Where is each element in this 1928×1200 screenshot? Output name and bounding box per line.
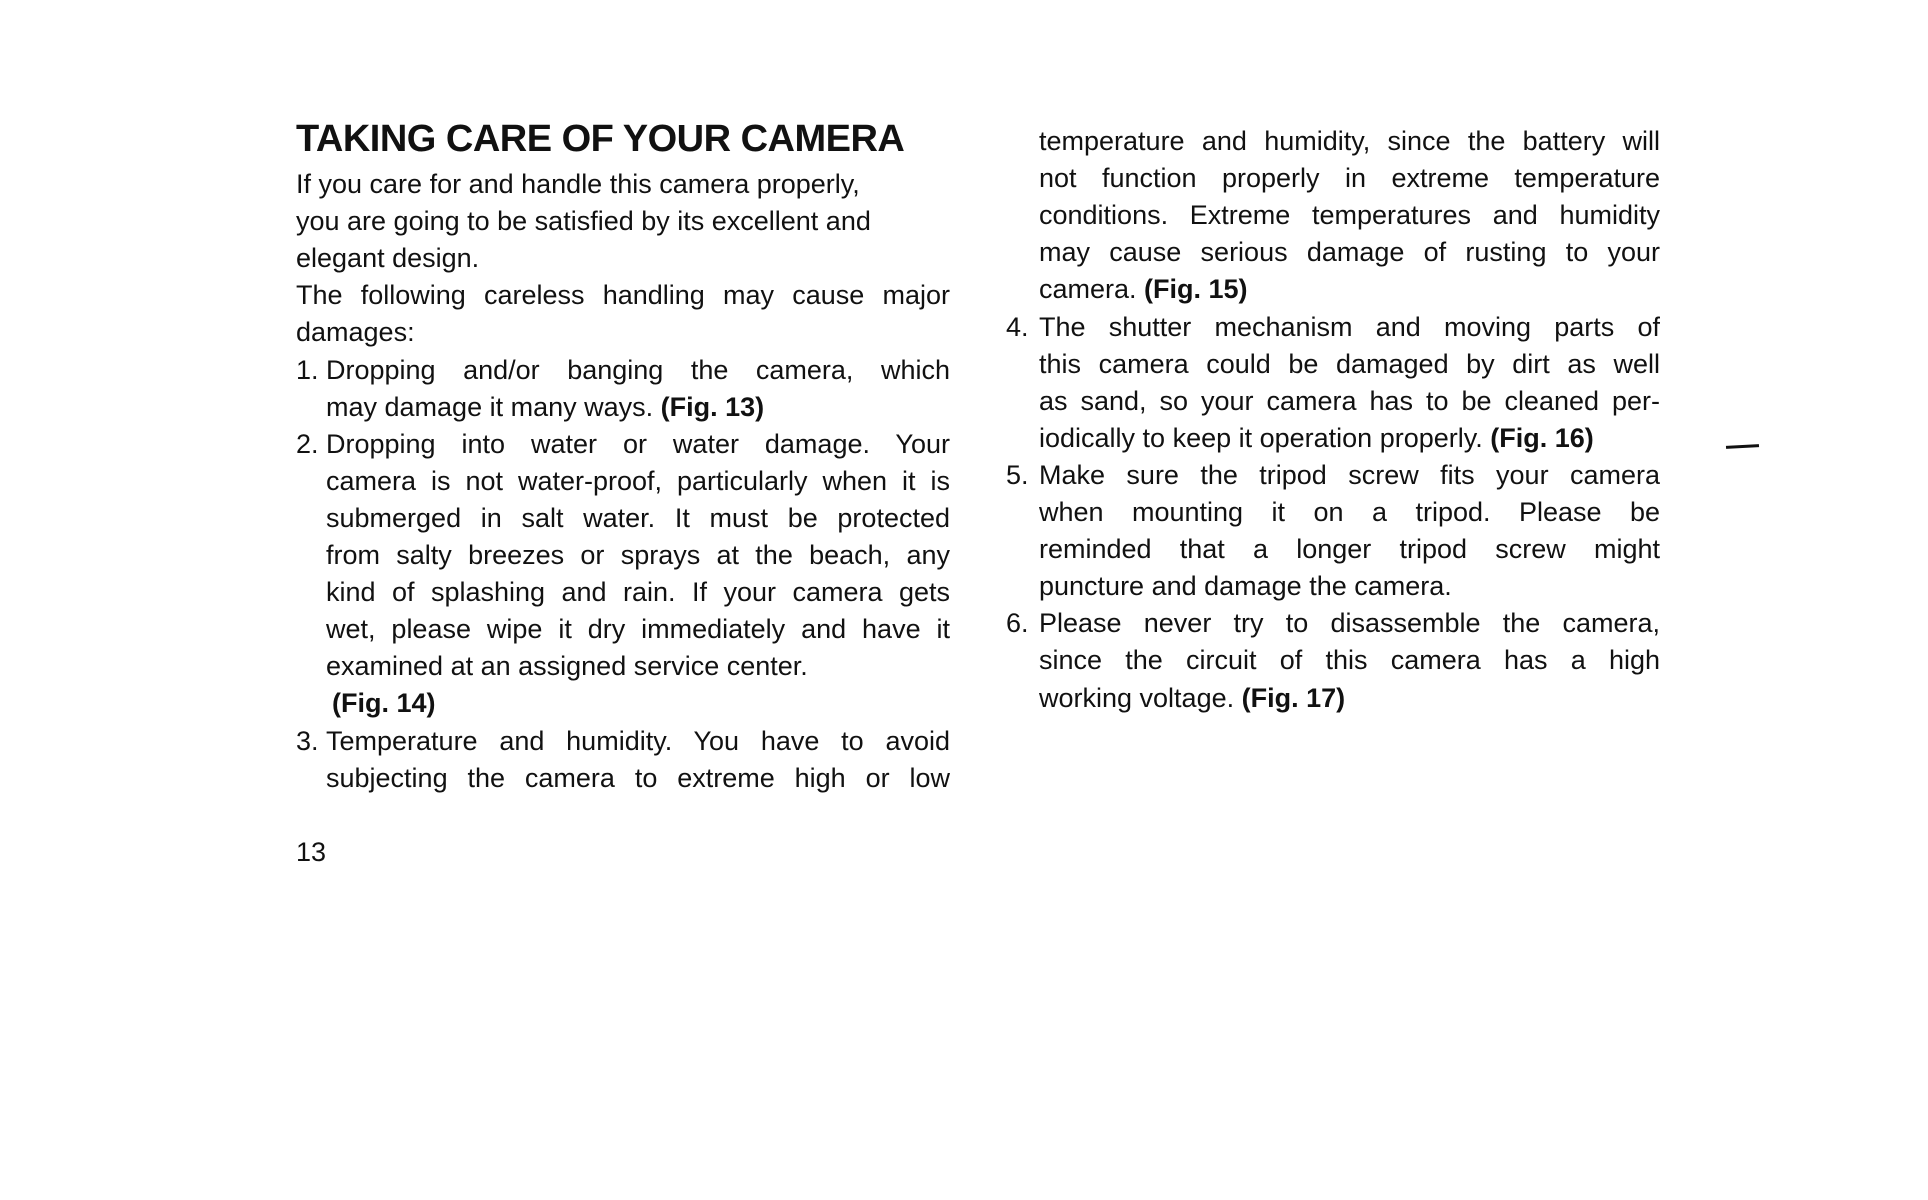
- line-text: may cause serious damage of rusting to your: [1039, 237, 1660, 268]
- text-line: [1039, 234, 1660, 271]
- line-text: damages:: [296, 317, 415, 348]
- line-text: temperature and humidity, since the battery will: [1039, 126, 1660, 156]
- line-text: you are going to be satisfied by its excellent and: [296, 206, 871, 237]
- text-line: [1039, 309, 1660, 346]
- text-line: [326, 760, 950, 797]
- figure-reference: (Fig. 13): [660, 391, 765, 422]
- text-line: [332, 685, 436, 722]
- text-line: [326, 352, 950, 389]
- line-text: from salty breezes or sprays at the beach, any: [326, 540, 950, 570]
- text-line: [326, 500, 950, 537]
- text-line: [1039, 568, 1452, 605]
- page-title: TAKING CARE OF YOUR CAMERA: [296, 118, 905, 160]
- list-number: 5.: [1006, 459, 1029, 490]
- text-line: [1039, 271, 1248, 308]
- text-line: [326, 611, 950, 648]
- line-text: working voltage.: [1039, 682, 1242, 713]
- text-line: [296, 166, 860, 203]
- line-text: kind of splashing and rain. If your camera gets: [326, 577, 950, 608]
- line-text: elegant design.: [296, 243, 480, 274]
- line-text: when mounting it on a tripod. Please be: [1039, 497, 1660, 527]
- text-line: [1039, 680, 1345, 717]
- list-number: 6.: [1006, 608, 1029, 639]
- list-number: 4.: [1006, 311, 1029, 342]
- text-line: [296, 277, 950, 314]
- line-text: camera.: [1039, 274, 1145, 305]
- text-line: [296, 203, 871, 240]
- text-line: [1039, 531, 1660, 568]
- text-line: [326, 426, 950, 463]
- line-text: If you care for and handle this camera properly,: [296, 169, 860, 199]
- figure-reference: (Fig. 15): [1144, 274, 1248, 305]
- line-text: iodically to keep it operation properly.: [1039, 422, 1491, 453]
- text-line: [1039, 457, 1660, 494]
- line-text: The following careless handling may cause major: [296, 280, 950, 311]
- text-line: [326, 389, 764, 426]
- text-line: [326, 648, 808, 685]
- line-text: subjecting the camera to extreme high or low: [326, 762, 950, 793]
- line-text: Please never try to disassemble the camera,: [1039, 608, 1660, 639]
- line-text: as sand, so your camera has to be cleaned per-: [1039, 385, 1660, 416]
- text-line: [1039, 420, 1594, 457]
- text-line: [1039, 197, 1660, 234]
- figure-reference: (Fig. 14): [332, 688, 436, 719]
- line-text: conditions. Extreme temperatures and humidity: [1039, 200, 1660, 231]
- line-text: not function properly in extreme temperature: [1039, 163, 1660, 194]
- figure-reference: (Fig. 17): [1241, 682, 1346, 713]
- text-line: [326, 574, 950, 611]
- line-text: Temperature and humidity. You have to avoid: [326, 725, 950, 756]
- line-text: may damage it many ways.: [326, 391, 661, 422]
- line-text: wet, please wipe it dry immediately and have it: [326, 614, 950, 645]
- text-line: [1039, 494, 1660, 531]
- line-text: submerged in salt water. It must be protected: [326, 502, 950, 533]
- figure-reference: (Fig. 16): [1490, 422, 1594, 453]
- line-text: The shutter mechanism and moving parts of: [1039, 311, 1660, 342]
- line-text: Dropping into water or water damage. Your: [326, 428, 950, 459]
- text-line: [326, 723, 950, 760]
- text-line: [1039, 160, 1660, 197]
- text-line: [296, 240, 479, 277]
- text-line: [1039, 123, 1660, 160]
- text-line: [1039, 383, 1660, 420]
- line-text: examined at an assigned service center.: [326, 651, 808, 682]
- line-text: Dropping and/or banging the camera, which: [326, 354, 950, 385]
- text-line: [296, 314, 415, 351]
- text-line: [326, 463, 950, 500]
- list-number: 2.: [296, 428, 319, 459]
- line-text: puncture and damage the camera.: [1039, 571, 1452, 602]
- text-line: [1039, 605, 1660, 642]
- line-text: camera is not water-proof, particularly when it is: [326, 465, 950, 496]
- list-number: 1.: [296, 354, 319, 385]
- margin-mark: [1726, 444, 1759, 449]
- page-number: 13: [296, 837, 327, 867]
- text-line: [1039, 346, 1660, 383]
- text-line: [1039, 642, 1660, 679]
- text-line: [326, 537, 950, 574]
- line-text: Make sure the tripod screw fits your camera: [1039, 459, 1660, 490]
- line-text: reminded that a longer tripod screw might: [1039, 534, 1660, 565]
- list-number: 3.: [296, 725, 319, 756]
- line-text: this camera could be damaged by dirt as well: [1039, 348, 1660, 379]
- line-text: since the circuit of this camera has a high: [1039, 645, 1660, 676]
